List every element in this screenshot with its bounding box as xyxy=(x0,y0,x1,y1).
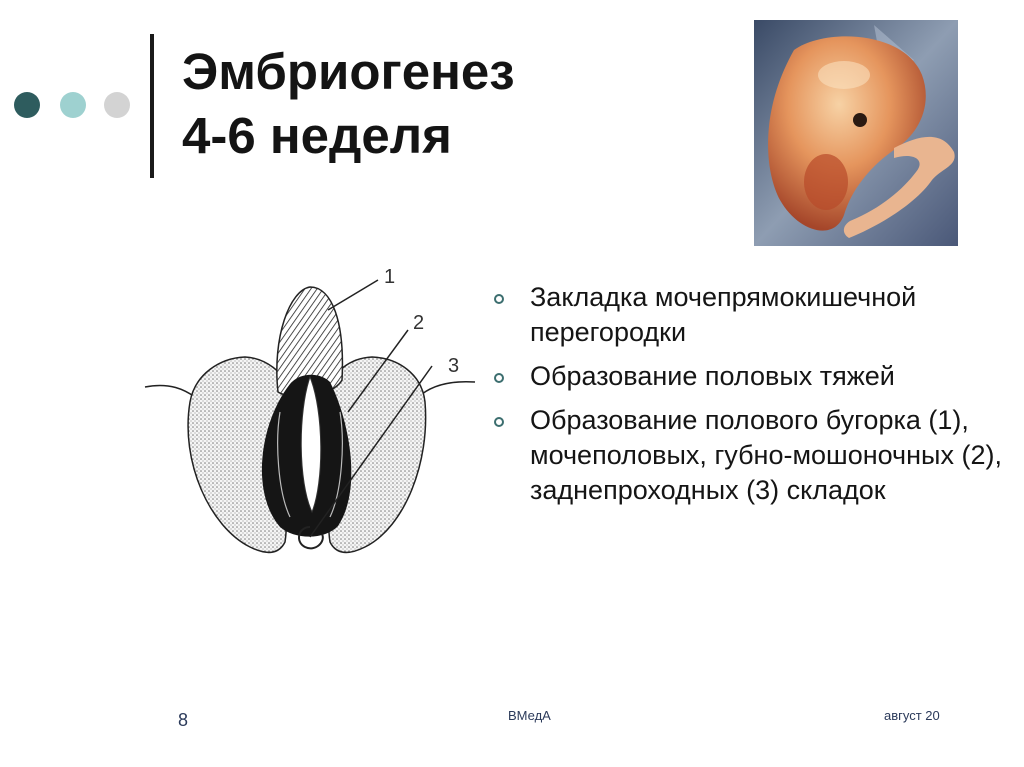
slide-title xyxy=(182,40,515,168)
page-number: 8 xyxy=(178,710,189,730)
genital-anatomy-diagram xyxy=(140,262,480,582)
dot-dark xyxy=(14,92,40,118)
bullet-item: Образование полового бугорка (1), мочеполовых, губно-мошоночных (2), заднепроходных (3) складок xyxy=(494,403,1004,508)
footer-center: ВМедА xyxy=(508,708,551,723)
bullet-item: Закладка мочепрямокишечной перегородки xyxy=(494,280,1004,350)
embryo-photo xyxy=(754,20,958,246)
diagram-label-1: 1 xyxy=(384,266,396,288)
decorative-dots xyxy=(14,92,134,120)
dot-gray xyxy=(104,92,130,118)
bullet-item: Образование половых тяжей xyxy=(494,359,1004,394)
footer-date: август 20 xyxy=(884,708,940,723)
title-line-1: Эмбриогенез xyxy=(182,43,515,100)
bullet-list xyxy=(494,280,1004,517)
title-divider xyxy=(150,34,154,178)
dot-light xyxy=(60,92,86,118)
diagram-label-3: 3 xyxy=(448,355,460,377)
title-line-2: 4-6 неделя xyxy=(182,107,452,164)
diagram-label-2: 2 xyxy=(413,312,425,334)
